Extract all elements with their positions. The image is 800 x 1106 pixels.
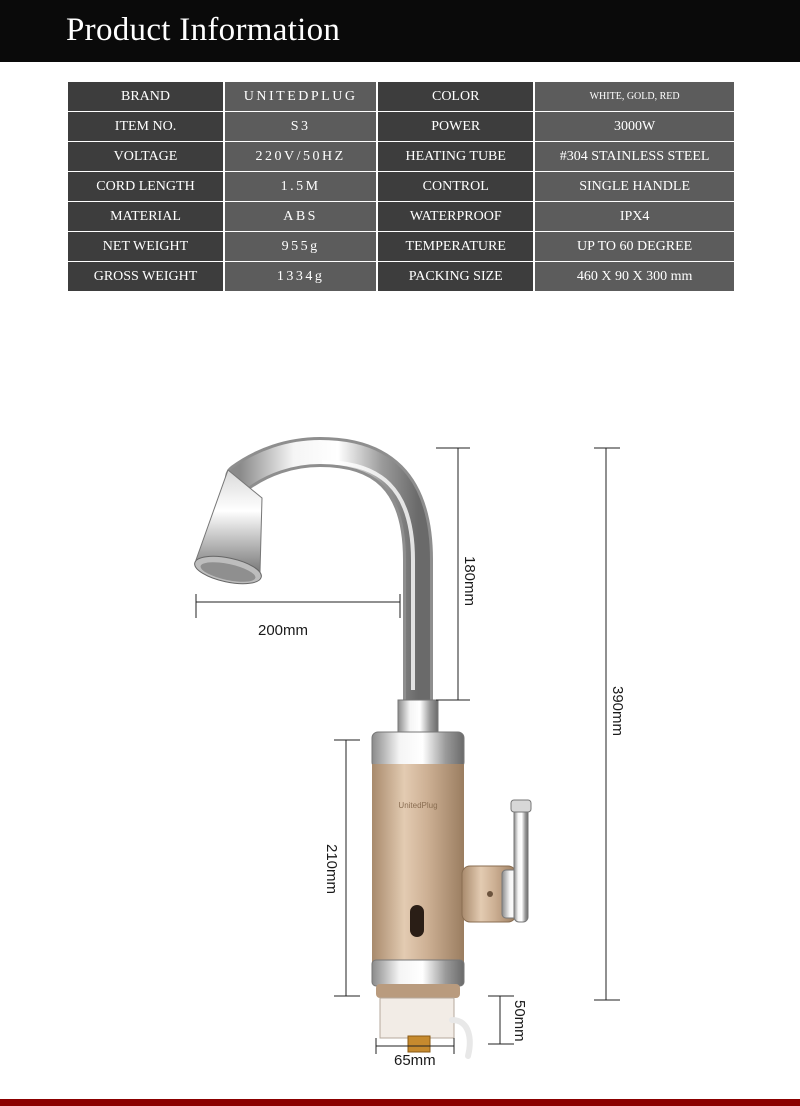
- spec-label: MATERIAL: [68, 202, 224, 232]
- base-width-label: 65mm: [394, 1052, 436, 1069]
- spec-value: ABS: [224, 202, 377, 232]
- spec-label: BRAND: [68, 82, 224, 112]
- spec-label: CONTROL: [377, 172, 534, 202]
- body-logo: UnitedPlug: [398, 801, 438, 810]
- spec-value: 1.5M: [224, 172, 377, 202]
- indicator-light: [410, 905, 424, 937]
- spec-value: 460 X 90 X 300 mm: [534, 262, 734, 292]
- spout-reach-label: 200mm: [258, 622, 309, 639]
- base-height-label: 50mm: [511, 1000, 528, 1042]
- handle-lever: [511, 800, 531, 922]
- spec-value: SINGLE HANDLE: [534, 172, 734, 202]
- spec-label: COLOR: [377, 82, 534, 112]
- spec-value: S3: [224, 112, 377, 142]
- spec-value: UP TO 60 DEGREE: [534, 232, 734, 262]
- spec-label: NET WEIGHT: [68, 232, 224, 262]
- top-band: [372, 732, 464, 768]
- spec-label: CORD LENGTH: [68, 172, 224, 202]
- spec-value: 220V/50HZ: [224, 142, 377, 172]
- spec-label: TEMPERATURE: [377, 232, 534, 262]
- footer-line: [0, 1099, 800, 1106]
- spec-label: GROSS WEIGHT: [68, 262, 224, 292]
- spec-value: 1334g: [224, 262, 377, 292]
- upper-collar: [398, 700, 438, 732]
- total-height-label: 390mm: [609, 686, 626, 737]
- spec-value: #304 STAINLESS STEEL: [534, 142, 734, 172]
- spec-label: POWER: [377, 112, 534, 142]
- spout-neck: [240, 452, 418, 700]
- spec-label: WATERPROOF: [377, 202, 534, 232]
- spec-label: HEATING TUBE: [377, 142, 534, 172]
- spout-height-label: 180mm: [461, 556, 478, 607]
- spec-value: 955g: [224, 232, 377, 262]
- spec-label: ITEM NO.: [68, 112, 224, 142]
- spec-value: 3000W: [534, 112, 734, 142]
- page-title: Product Information: [66, 12, 341, 48]
- bottom-rim: [376, 984, 460, 998]
- spout-head: [192, 470, 264, 589]
- spec-value: IPX4: [534, 202, 734, 232]
- bottom-band: [372, 960, 464, 986]
- body-height-label: 210mm: [323, 844, 340, 895]
- base-connector: [380, 998, 470, 1056]
- spec-value: UNITEDPLUG: [224, 82, 377, 112]
- spec-label: PACKING SIZE: [377, 262, 534, 292]
- spec-label: VOLTAGE: [68, 142, 224, 172]
- spec-value: WHITE, GOLD, RED: [534, 82, 734, 112]
